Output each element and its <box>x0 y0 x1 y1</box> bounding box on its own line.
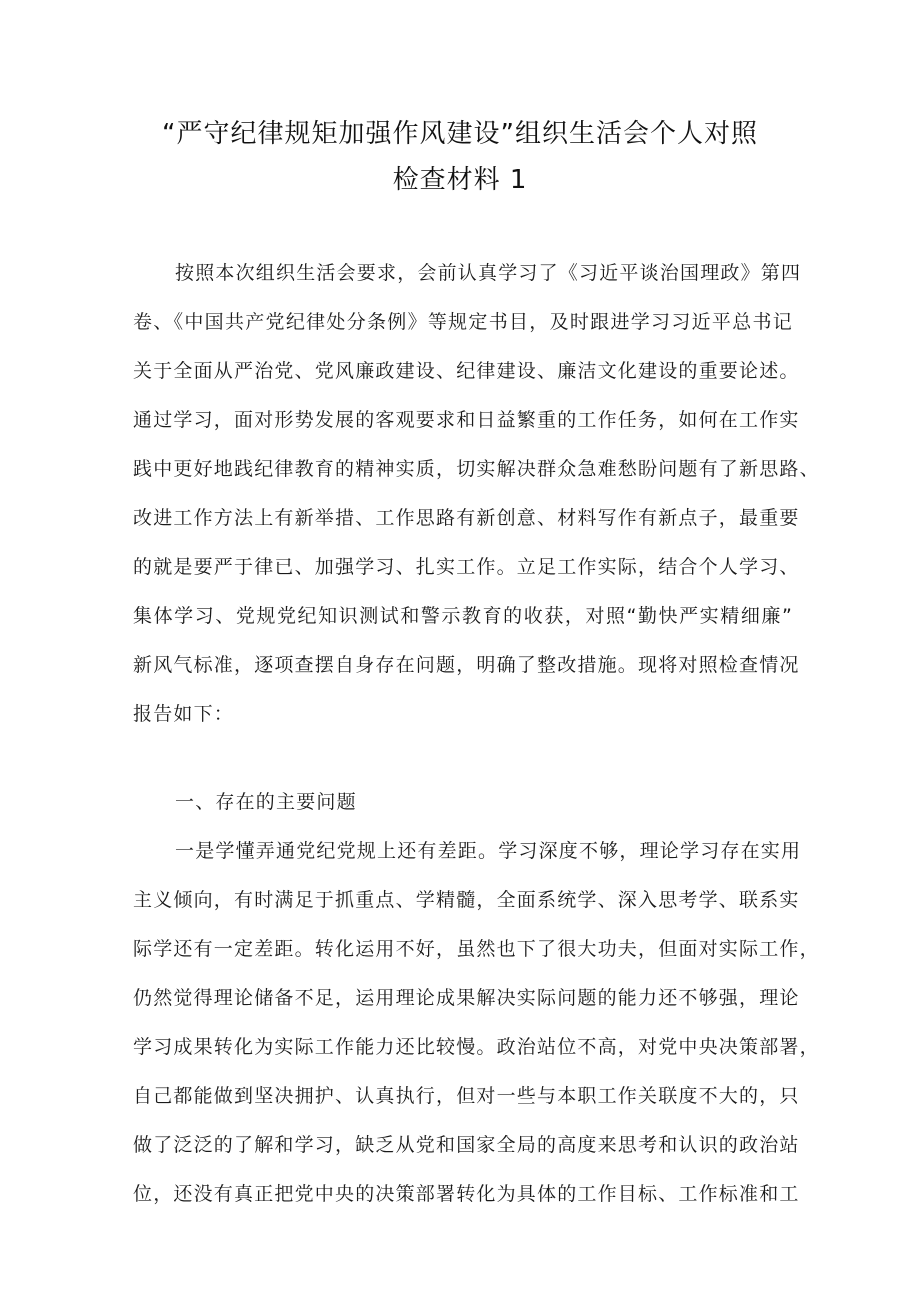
paragraph-line: 新风气标准，逐项查摆自身存在问题，明确了整改措施。现将对照检查情况 <box>133 654 800 676</box>
paragraph-line: 卷、《中国共产党纪律处分条例》等规定书目，及时跟进学习习近平总书记 <box>133 311 793 333</box>
section-heading: 一、存在的主要问题 <box>175 791 357 813</box>
document-title-line-2: 检查材料 1 <box>392 165 528 195</box>
paragraph-line: 报告如下： <box>133 703 235 725</box>
paragraph-line: 位，还没有真正把党中央的决策部署转化为具体的工作目标、工作标准和工 <box>133 1183 800 1205</box>
paragraph-line: 通过学习，面对形势发展的客观要求和日益繁重的工作任务，如何在工作实 <box>133 409 800 431</box>
paragraph-line: 改进工作方法上有新举措、工作思路有新创意、材料写作有新点子，最重要 <box>133 507 800 529</box>
paragraph-line: 学习成果转化为实际工作能力还比较慢。政治站位不高，对党中央决策部署， <box>133 1036 820 1058</box>
paragraph-line: 际学还有一定差距。转化运用不好，虽然也下了很大功夫，但面对实际工作， <box>133 938 820 960</box>
paragraph-line: 践中更好地践纪律教育的精神实质，切实解决群众急难愁盼问题有了新思路、 <box>133 458 820 480</box>
paragraph-line: 的就是要严于律已、加强学习、扎实工作。立足工作实际，结合个人学习、 <box>133 556 800 578</box>
document-title-line-1: “严守纪律规矩加强作风建设”组织生活会个人对照 <box>162 119 758 149</box>
paragraph-line: 主义倾向，有时满足于抓重点、学精髓，全面系统学、深入思考学、联系实 <box>133 889 800 911</box>
paragraph-line: 做了泛泛的了解和学习，缺乏从党和国家全局的高度来思考和认识的政治站 <box>133 1134 800 1156</box>
paragraph-line: 仍然觉得理论储备不足，运用理论成果解决实际问题的能力还不够强，理论 <box>133 987 800 1009</box>
paragraph-line: 一是学懂弄通党纪党规上还有差距。学习深度不够，理论学习存在实用 <box>175 840 802 862</box>
paragraph-line: 按照本次组织生活会要求，会前认真学习了《习近平谈治国理政》第四 <box>175 262 802 284</box>
paragraph-line: 自己都能做到坚决拥护、认真执行，但对一些与本职工作关联度不大的，只 <box>133 1085 800 1107</box>
paragraph-line: 关于全面从严治党、党风廉政建设、纪律建设、廉洁文化建设的重要论述。 <box>133 360 800 382</box>
paragraph-line: 集体学习、党规党纪知识测试和警示教育的收获，对照“勤快严实精细廉” <box>133 605 793 627</box>
